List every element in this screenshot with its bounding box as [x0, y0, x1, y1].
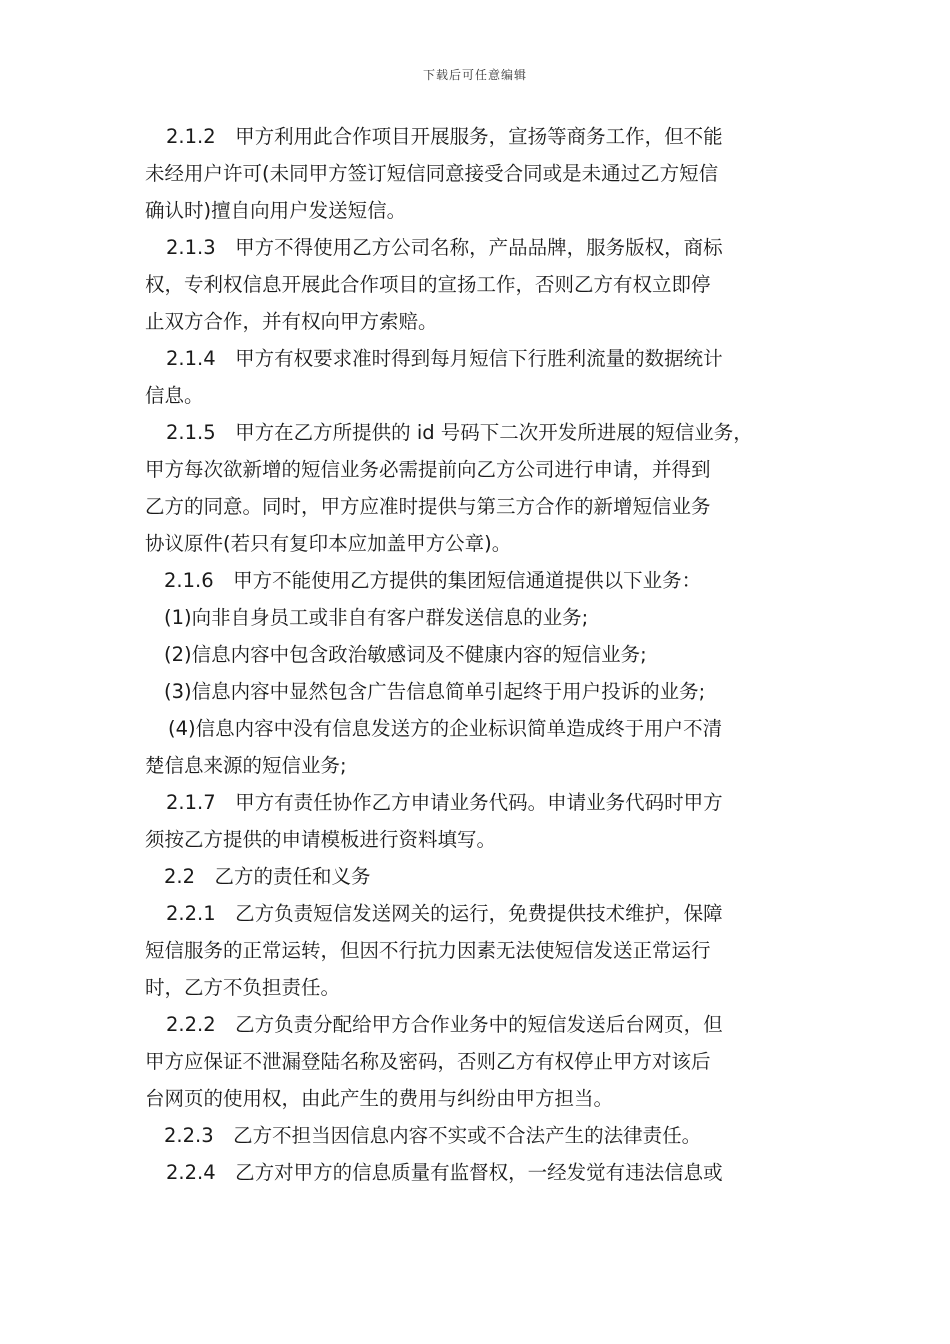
- text-line: 2.2.4 乙方对甲方的信息质量有监督权，一经发觉有违法信息或: [166, 1161, 723, 1184]
- text-line: 甲方每次欲新增的短信业务必需提前向乙方公司进行申请，并得到: [145, 458, 711, 481]
- text-line: 楚信息来源的短信业务;: [145, 754, 347, 777]
- text-line: 确认时)擅自向用户发送短信。: [145, 199, 407, 222]
- text-line: (1)向非自身员工或非自有客户群发送信息的业务;: [164, 606, 589, 629]
- text-line: 未经用户许可(未同甲方签订短信同意接受合同或是未通过乙方短信: [145, 162, 719, 185]
- text-line: 协议原件(若只有复印本应加盖甲方公章)。: [145, 532, 512, 555]
- section-heading: 2.2 乙方的责任和义务: [164, 865, 371, 888]
- text-line: 止双方合作，并有权向甲方索赔。: [145, 310, 438, 333]
- text-line: 时，乙方不负担责任。: [145, 976, 341, 999]
- text-line: (4)信息内容中没有信息发送方的企业标识简单造成终于用户不清: [168, 717, 723, 740]
- page-header: 下载后可任意编辑: [422, 68, 527, 82]
- text-line: 2.1.4 甲方有权要求准时得到每月短信下行胜利流量的数据统计: [166, 347, 723, 370]
- text-line: 2.1.2 甲方利用此合作项目开展服务，宣扬等商务工作，但不能: [166, 125, 723, 148]
- text-line: 2.1.5 甲方在乙方所提供的 id 号码下二次开发所进展的短信业务，: [166, 421, 753, 444]
- text-line: 须按乙方提供的申请模板进行资料填写。: [145, 828, 497, 851]
- text-line: 乙方的同意。同时，甲方应准时提供与第三方合作的新增短信业务: [145, 495, 711, 518]
- text-line: 甲方应保证不泄漏登陆名称及密码，否则乙方有权停止甲方对该后: [145, 1050, 711, 1073]
- text-line: (3)信息内容中显然包含广告信息简单引起终于用户投诉的业务;: [164, 680, 706, 703]
- text-line: (2)信息内容中包含政治敏感词及不健康内容的短信业务;: [164, 643, 647, 666]
- text-line: 权，专利权信息开展此合作项目的宣扬工作，否则乙方有权立即停: [145, 273, 711, 296]
- text-line: 2.1.7 甲方有责任协作乙方申请业务代码。申请业务代码时甲方: [166, 791, 723, 814]
- text-line: 2.2.1 乙方负责短信发送网关的运行，免费提供技术维护，保障: [166, 902, 723, 925]
- text-line: 2.2.3 乙方不担当因信息内容不实或不合法产生的法律责任。: [164, 1124, 702, 1147]
- text-line: 2.2.2 乙方负责分配给甲方合作业务中的短信发送后台网页，但: [166, 1013, 723, 1036]
- text-line: 短信服务的正常运转，但因不行抗力因素无法使短信发送正常运行: [145, 939, 711, 962]
- text-line: 台网页的使用权，由此产生的费用与纠纷由甲方担当。: [145, 1087, 614, 1110]
- text-line: 2.1.6 甲方不能使用乙方提供的集团短信通道提供以下业务：: [164, 569, 702, 592]
- text-line: 信息。: [145, 384, 204, 407]
- text-line: 2.1.3 甲方不得使用乙方公司名称，产品品牌，服务版权，商标: [166, 236, 723, 259]
- document-body: [145, 118, 810, 1191]
